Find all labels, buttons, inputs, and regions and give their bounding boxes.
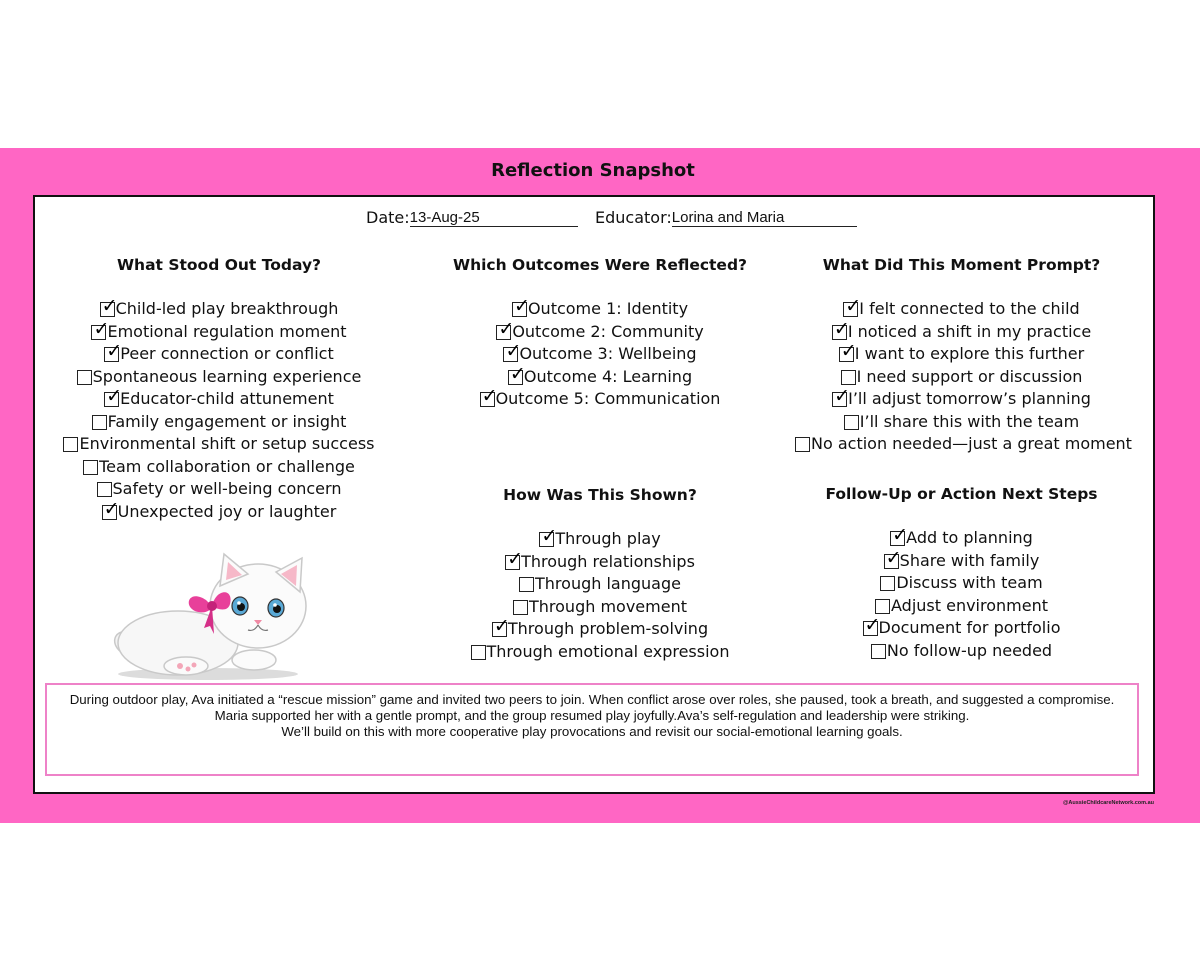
followup-section [795, 483, 1128, 662]
checklist-item-label: Outcome 4: Learning [523, 366, 693, 386]
checklist-item-label: Peer connection or conflict [120, 344, 334, 363]
cat-illustration [108, 548, 318, 682]
checklist-item[interactable] [60, 343, 378, 366]
checklist-item-label: No action needed—just a great moment [811, 434, 1132, 453]
educator-label: Educator: [595, 208, 672, 227]
checklist-item-label: Document for portfolio [878, 618, 1061, 637]
checkbox-icon[interactable] [83, 460, 98, 475]
checklist-item[interactable] [60, 456, 378, 479]
checklist-item[interactable] [795, 388, 1128, 411]
checklist-item[interactable] [435, 343, 765, 366]
checklist-item-label: Spontaneous learning experience [92, 366, 362, 386]
checkbox-icon[interactable] [97, 482, 112, 497]
checkbox-icon[interactable] [508, 370, 523, 385]
checklist-item[interactable] [435, 596, 765, 619]
notes-line-3: We’ll build on this with more cooperative play provocations and revisit our social-emotional learning goals. [281, 724, 903, 739]
educator-field[interactable] [595, 208, 857, 227]
checkbox-icon[interactable] [104, 347, 119, 362]
checklist-item-label: Add to planning [906, 528, 1033, 547]
checklist-item-label: Through play [555, 529, 661, 548]
followup-heading: Follow-Up or Action Next Steps [825, 485, 1098, 503]
prompt-section [795, 254, 1132, 456]
checklist-item-label: Adjust environment [891, 595, 1048, 615]
checkbox-icon[interactable] [92, 415, 107, 430]
checklist-item[interactable] [435, 298, 765, 321]
checkbox-icon[interactable] [512, 302, 527, 317]
checkbox-icon[interactable] [832, 392, 847, 407]
checklist-item-label: Team collaboration or challenge [99, 456, 355, 476]
checkbox-icon[interactable] [102, 505, 117, 520]
checklist-item-label: Share with family [899, 550, 1040, 570]
checkbox-icon[interactable] [63, 437, 78, 452]
checklist-item[interactable] [60, 501, 378, 524]
checklist-item-label: Outcome 2: Community [512, 321, 704, 341]
checkbox-icon[interactable] [100, 302, 115, 317]
checklist-item-label: Safety or well-being concern [112, 479, 342, 498]
checkbox-icon[interactable] [844, 415, 859, 430]
date-label: Date: [366, 208, 410, 227]
checkbox-icon[interactable] [884, 554, 899, 569]
checklist-item-label: Through movement [529, 596, 687, 616]
checklist-item-label: Emotional regulation moment [107, 321, 347, 341]
checkbox-icon[interactable] [480, 392, 495, 407]
notes-line-1: During outdoor play, Ava initiated a “rescue mission” game and invited two peers to join. When conflict arose over roles, she paused, took a breath, and suggested a compromise. [69, 692, 1115, 707]
educator-value[interactable]: Lorina and Maria [672, 209, 857, 227]
date-value[interactable]: 13-Aug-25 [410, 209, 578, 227]
checkbox-icon[interactable] [839, 347, 854, 362]
checklist-item-label: I want to explore this further [854, 344, 1085, 363]
checklist-item-label: Discuss with team [896, 573, 1043, 592]
checklist-item-label: Outcome 5: Communication [495, 389, 721, 408]
checklist-item-label: Family engagement or insight [107, 411, 347, 431]
reflection-notes[interactable] [45, 683, 1139, 776]
checkbox-icon[interactable] [843, 302, 858, 317]
checkbox-icon[interactable] [77, 370, 92, 385]
checklist-item-label: I’ll share this with the team [859, 411, 1080, 431]
checklist-item[interactable] [435, 551, 765, 574]
checkbox-icon[interactable] [841, 370, 856, 385]
checklist-item-label: Outcome 1: Identity [527, 299, 689, 318]
checklist-item-label: Outcome 3: Wellbeing [519, 344, 697, 363]
checklist-item-label: I need support or discussion [856, 366, 1083, 386]
checklist-item-label: Environmental shift or setup success [79, 434, 375, 453]
checkbox-icon[interactable] [91, 325, 106, 340]
checklist-item[interactable] [795, 617, 1128, 640]
checkbox-icon[interactable] [505, 555, 520, 570]
checkbox-icon[interactable] [513, 600, 528, 615]
checkbox-icon[interactable] [795, 437, 810, 452]
shown-section [435, 484, 765, 663]
checkbox-icon[interactable] [880, 576, 895, 591]
checkbox-icon[interactable] [492, 622, 507, 637]
checkbox-icon[interactable] [104, 392, 119, 407]
checkbox-icon[interactable] [539, 532, 554, 547]
checklist-item-label: Through language [535, 574, 681, 593]
checklist-item-label: Through problem-solving [507, 619, 709, 638]
checklist-item[interactable] [795, 527, 1128, 550]
checklist-item[interactable] [795, 572, 1128, 595]
outcomes-heading: Which Outcomes Were Reflected? [452, 256, 748, 274]
checkbox-icon[interactable] [871, 644, 886, 659]
checklist-item[interactable] [60, 411, 378, 434]
checklist-item[interactable] [60, 388, 378, 411]
checklist-item-label: No follow-up needed [886, 640, 1053, 660]
outcomes-section [435, 254, 765, 411]
stood-out-section [60, 254, 378, 523]
checklist-item[interactable] [795, 595, 1128, 618]
page-title: Reflection Snapshot [491, 160, 695, 181]
checkbox-icon[interactable] [863, 621, 878, 636]
checklist-item[interactable] [795, 640, 1128, 663]
checklist-item[interactable] [435, 321, 765, 344]
checklist-item[interactable] [435, 388, 765, 411]
checklist-item[interactable] [435, 528, 765, 551]
checklist-item[interactable] [435, 573, 765, 596]
checklist-item-label: Educator-child attunement [120, 389, 334, 408]
checklist-item[interactable] [435, 641, 765, 664]
checkbox-icon[interactable] [496, 325, 511, 340]
checklist-item-label: Unexpected joy or laughter [117, 501, 337, 521]
stood-out-heading: What Stood Out Today? [116, 256, 322, 274]
checkbox-icon[interactable] [890, 531, 905, 546]
prompt-heading: What Did This Moment Prompt? [822, 256, 1101, 274]
checklist-item[interactable] [60, 433, 378, 456]
checklist-item-label: Child-led play breakthrough [115, 299, 339, 318]
checklist-item[interactable] [435, 618, 765, 641]
date-field[interactable] [366, 208, 578, 227]
checklist-item[interactable] [795, 433, 1132, 456]
checklist-item-label: Through relationships [521, 551, 695, 571]
credit-text: @AussieChildcareNetwork.com.au [1063, 800, 1154, 806]
checklist-item-label: I’ll adjust tomorrow’s planning [848, 389, 1091, 408]
checkbox-icon[interactable] [875, 599, 890, 614]
checklist-item[interactable] [795, 343, 1128, 366]
checklist-item[interactable] [795, 550, 1128, 573]
checklist-item-label: I noticed a shift in my practice [847, 321, 1092, 341]
checkbox-icon[interactable] [832, 325, 847, 340]
checklist-item[interactable] [795, 411, 1128, 434]
shown-heading: How Was This Shown? [503, 486, 697, 504]
checkbox-icon[interactable] [519, 577, 534, 592]
checklist-item-label: I felt connected to the child [859, 299, 1080, 318]
checkbox-icon[interactable] [503, 347, 518, 362]
notes-line-2: Maria supported her with a gentle prompt, and the group resumed play joyfully.Ava’s self-regulation and leadership were striking. [214, 708, 970, 723]
checklist-item-label: Through emotional expression [486, 641, 730, 661]
checkbox-icon[interactable] [471, 645, 486, 660]
